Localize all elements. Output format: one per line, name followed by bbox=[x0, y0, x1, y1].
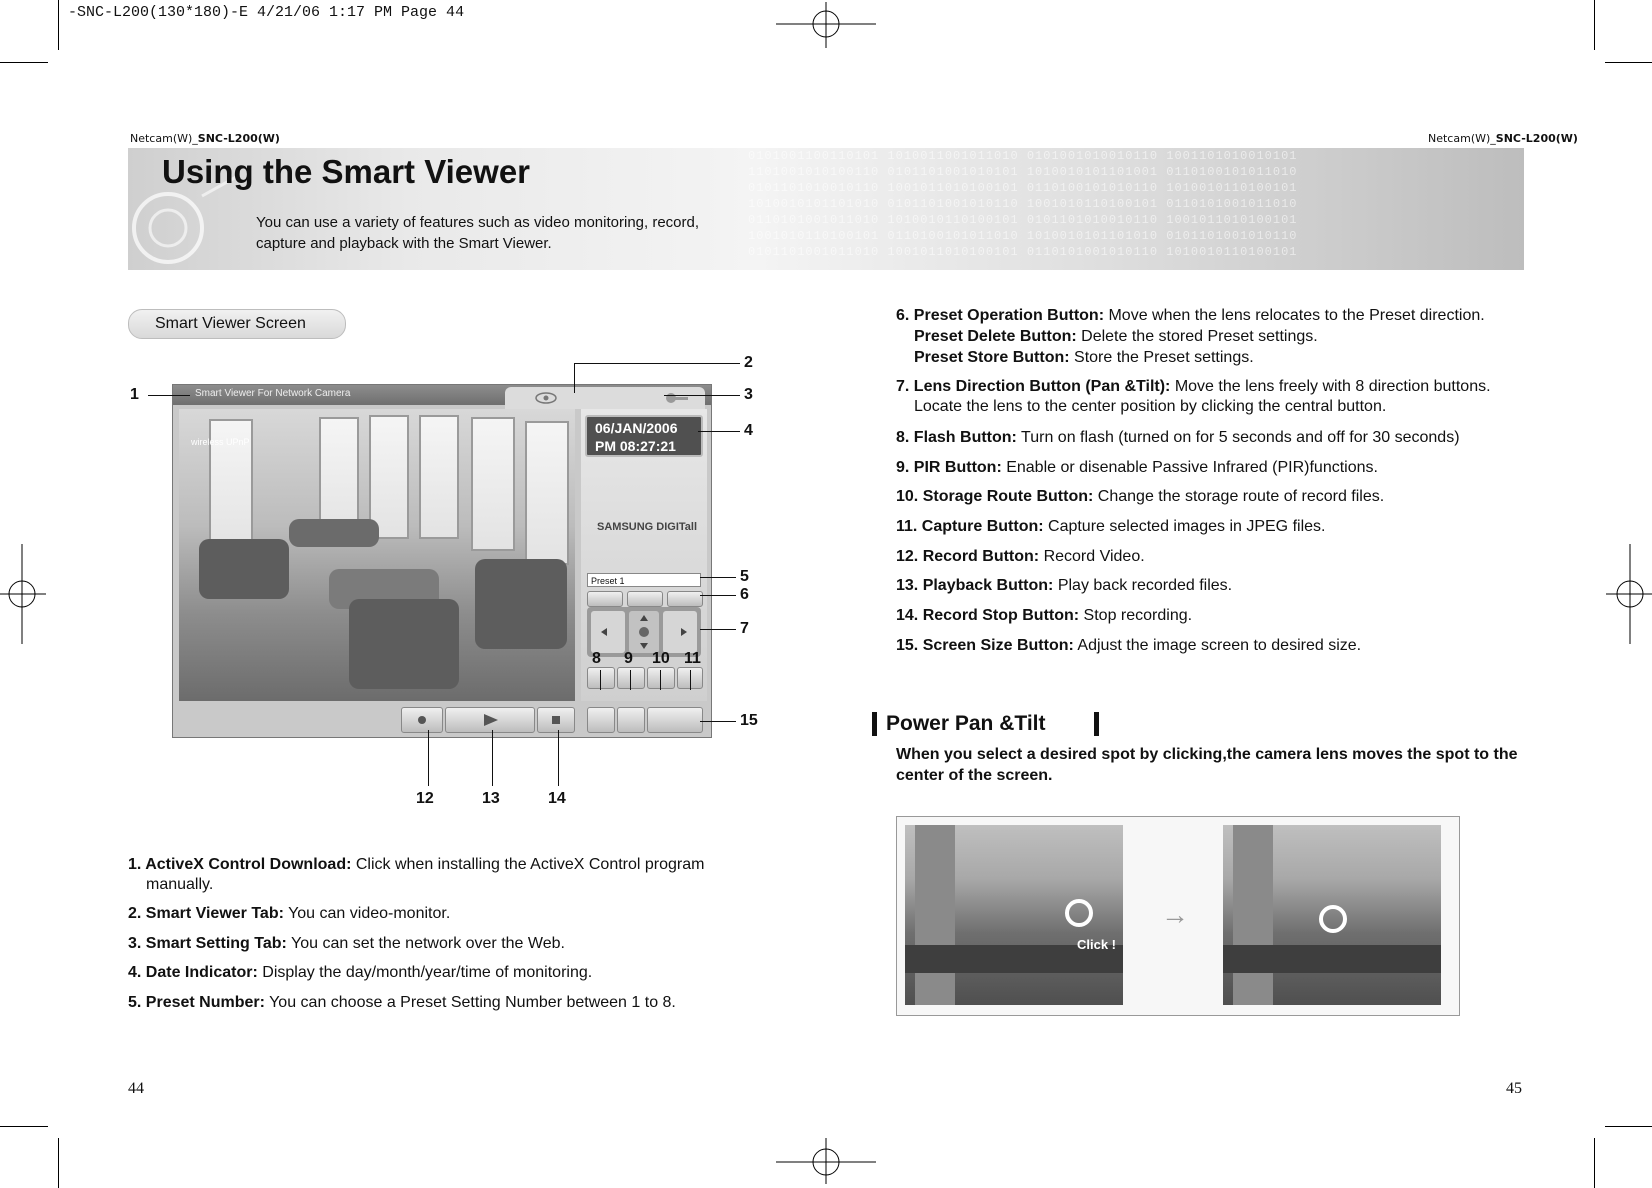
item-label: 7. Lens Direction Button (Pan &Tilt): bbox=[896, 378, 1171, 395]
viewer-title: Smart Viewer For Network Camera bbox=[195, 388, 351, 399]
item-label: 15. Screen Size Button: bbox=[896, 637, 1074, 654]
section-pill: Smart Viewer Screen bbox=[128, 309, 346, 339]
page-title: Using the Smart Viewer bbox=[162, 153, 531, 190]
callout-4: 4 bbox=[744, 422, 753, 439]
screen-size-button[interactable] bbox=[587, 707, 615, 733]
crop-mark bbox=[1594, 0, 1595, 50]
list-item bbox=[896, 547, 1145, 567]
leader-line bbox=[574, 363, 575, 393]
storage-route-button[interactable] bbox=[647, 667, 675, 689]
callout-11: 11 bbox=[684, 650, 701, 667]
registration-mark-bottom bbox=[776, 1138, 876, 1184]
item-text: You can choose a Preset Setting Number between 1 to 8. bbox=[264, 994, 676, 1011]
leader-line bbox=[664, 395, 740, 396]
power-pan-description: When you select a desired spot by clicking,the camera lens moves the spot to the center of the screen. bbox=[896, 746, 1518, 784]
item-label: 11. Capture Button: bbox=[896, 518, 1044, 535]
item-label: 2. Smart Viewer Tab: bbox=[128, 905, 284, 922]
callout-5: 5 bbox=[740, 568, 749, 585]
preset-select[interactable]: Preset 1 bbox=[587, 573, 701, 587]
crop-mark bbox=[0, 1126, 48, 1127]
item-text: Enable or disenable Passive Infrared (PIR)functions. bbox=[1001, 459, 1378, 476]
date-text: 06/JAN/2006 bbox=[595, 420, 678, 436]
leader-line bbox=[148, 395, 190, 396]
crop-mark bbox=[1605, 62, 1652, 63]
preset-delete-button[interactable] bbox=[627, 591, 663, 607]
eye-icon bbox=[535, 392, 557, 404]
running-head-left bbox=[130, 132, 280, 145]
registration-mark-top bbox=[776, 2, 876, 48]
crop-mark bbox=[1605, 1126, 1652, 1127]
item-text: Display the day/month/year/time of monitoring. bbox=[257, 964, 593, 981]
item-text: Play back recorded files. bbox=[1053, 577, 1233, 594]
heading-bar bbox=[1094, 712, 1099, 736]
registration-mark-right bbox=[1606, 544, 1652, 644]
item-label: 12. Record Button: bbox=[896, 548, 1040, 565]
subtitle-line: capture and playback with the Smart Viewer. bbox=[256, 235, 552, 252]
preset-operation-button[interactable] bbox=[587, 591, 623, 607]
item-label: 5. Preset Number: bbox=[128, 994, 265, 1011]
item-text-continued: Locate the lens to the center position by clicking the central button. bbox=[914, 398, 1387, 415]
samsung-brand-logo: SAMSUNG DIGITall bbox=[597, 521, 698, 533]
arrow-right-icon: → bbox=[1161, 899, 1189, 930]
item-label: 10. Storage Route Button: bbox=[896, 488, 1094, 505]
callout-10: 10 bbox=[652, 650, 670, 667]
running-head-model: SNC-L200(W) bbox=[1495, 132, 1578, 145]
leader-line bbox=[630, 670, 631, 690]
crop-mark bbox=[58, 0, 59, 50]
leader-line bbox=[700, 577, 736, 578]
list-item bbox=[128, 855, 768, 895]
item-text: Record Video. bbox=[1039, 548, 1145, 565]
page-number-right: 45 bbox=[1506, 1080, 1522, 1097]
list-item bbox=[896, 306, 1485, 326]
leader-line bbox=[700, 721, 736, 722]
print-slug: -SNC-L200(130*180)-E 4/21/06 1:17 PM Page 44 bbox=[68, 4, 465, 21]
crop-mark bbox=[58, 1138, 59, 1188]
running-head-right bbox=[1428, 132, 1578, 145]
item-label: 13. Playback Button: bbox=[896, 577, 1054, 594]
leader-line bbox=[698, 431, 740, 432]
leader-line bbox=[558, 730, 559, 786]
list-item bbox=[896, 377, 1546, 417]
crop-mark bbox=[0, 62, 48, 63]
record-stop-button[interactable] bbox=[537, 707, 575, 733]
play-icon bbox=[446, 708, 534, 732]
item-label: Preset Store Button: bbox=[914, 349, 1070, 366]
item-label: 9. PIR Button: bbox=[896, 459, 1002, 476]
centered-target-ring bbox=[1319, 905, 1347, 933]
page-number-left: 44 bbox=[128, 1080, 144, 1097]
list-item bbox=[896, 428, 1460, 448]
time-text: PM 08:27:21 bbox=[595, 438, 676, 454]
page-subtitle bbox=[256, 212, 776, 254]
leader-line bbox=[700, 595, 736, 596]
callout-13: 13 bbox=[482, 790, 500, 807]
item-label: 8. Flash Button: bbox=[896, 429, 1017, 446]
wireless-upnp-label: wireless UPnP bbox=[191, 437, 250, 447]
item-text: You can set the network over the Web. bbox=[286, 935, 565, 952]
record-icon bbox=[402, 708, 442, 732]
list-item bbox=[896, 576, 1232, 596]
list-item bbox=[128, 963, 592, 983]
item-label: 1. ActiveX Control Download: bbox=[128, 856, 352, 873]
preset-store-button[interactable] bbox=[667, 591, 703, 607]
list-item bbox=[128, 993, 676, 1013]
callout-2: 2 bbox=[744, 354, 753, 371]
click-target-ring bbox=[1065, 899, 1093, 927]
callout-7: 7 bbox=[740, 620, 749, 637]
list-item bbox=[914, 327, 1318, 347]
callout-3: 3 bbox=[744, 386, 753, 403]
item-label: 14. Record Stop Button: bbox=[896, 607, 1080, 624]
callout-1: 1 bbox=[130, 386, 139, 403]
banner-binary-texture: 0101001100110101 1010011001011010 0101001010010110 1001101010010101 1101001010100110 0101101001010101 1010010101101001 0110100101011010 0101101010010110 1001011010100101 0110100101010110 1010010110100101 1010010101101010 0101101001010110 1001010110100101 0110101001011010 0110101001011010 1010010110100101 0101101010010110 1001011010100101 1001010110100101 0110100101011010 1010010101101010 0101101001010110 0101101001011010 1001011010100101 0110101001010110 1010010110100101 bbox=[748, 149, 1298, 259]
running-head-product: Netcam(W)_ bbox=[1428, 132, 1496, 145]
leader-line bbox=[600, 670, 601, 690]
key-icon bbox=[665, 392, 689, 404]
screen-size-button[interactable] bbox=[617, 707, 645, 733]
crop-mark bbox=[1594, 1138, 1595, 1188]
leader-line bbox=[492, 730, 493, 786]
item-text: Move when the lens relocates to the Preset direction. bbox=[1104, 307, 1485, 324]
leader-line bbox=[660, 670, 661, 690]
list-item bbox=[896, 517, 1325, 537]
item-text: Adjust the image screen to desired size. bbox=[1073, 637, 1362, 654]
item-text: Change the storage route of record files. bbox=[1093, 488, 1385, 505]
item-text: Store the Preset settings. bbox=[1069, 349, 1254, 366]
stop-icon bbox=[538, 708, 574, 732]
leader-line bbox=[690, 670, 691, 690]
list-item bbox=[914, 348, 1254, 368]
running-head-product: Netcam(W)_ bbox=[130, 132, 198, 145]
callout-9: 9 bbox=[624, 650, 633, 667]
item-text: You can video-monitor. bbox=[283, 905, 451, 922]
smart-viewer-screenshot bbox=[172, 384, 712, 738]
date-indicator bbox=[585, 415, 703, 457]
running-head-model: SNC-L200(W) bbox=[197, 132, 280, 145]
after-click-photo bbox=[1223, 825, 1441, 1005]
video-feed bbox=[179, 409, 575, 701]
item-text: Delete the stored Preset settings. bbox=[1076, 328, 1318, 345]
item-label: 4. Date Indicator: bbox=[128, 964, 258, 981]
subtitle-line: You can use a variety of features such as video monitoring, record, bbox=[256, 214, 700, 231]
list-item bbox=[128, 904, 450, 924]
callout-14: 14 bbox=[548, 790, 566, 807]
screen-size-button[interactable] bbox=[647, 707, 703, 733]
item-text-continued: manually. bbox=[146, 876, 214, 893]
item-label: 6. Preset Operation Button: bbox=[896, 307, 1105, 324]
playback-button[interactable] bbox=[445, 707, 535, 733]
item-text: Move the lens freely with 8 direction buttons. bbox=[1170, 378, 1491, 395]
power-pan-illustration bbox=[896, 816, 1460, 1016]
item-label: Preset Delete Button: bbox=[914, 328, 1077, 345]
callout-12: 12 bbox=[416, 790, 434, 807]
viewer-tab-area bbox=[505, 387, 705, 409]
callout-6: 6 bbox=[740, 586, 749, 603]
before-click-photo bbox=[905, 825, 1123, 1005]
item-text: Capture selected images in JPEG files. bbox=[1043, 518, 1326, 535]
item-text: Stop recording. bbox=[1079, 607, 1193, 624]
list-item bbox=[896, 606, 1192, 626]
item-text: Turn on flash (turned on for 5 seconds and off for 30 seconds) bbox=[1016, 429, 1460, 446]
callout-15: 15 bbox=[740, 712, 758, 729]
list-item bbox=[896, 487, 1384, 507]
pir-button[interactable] bbox=[617, 667, 645, 689]
click-label: Click ! bbox=[1077, 937, 1117, 952]
leader-line bbox=[574, 363, 740, 364]
list-item bbox=[896, 458, 1378, 478]
item-label: 3. Smart Setting Tab: bbox=[128, 935, 287, 952]
list-item bbox=[896, 636, 1361, 656]
leader-line bbox=[428, 730, 429, 786]
list-item bbox=[128, 934, 565, 954]
leader-line bbox=[700, 629, 736, 630]
record-button[interactable] bbox=[401, 707, 443, 733]
item-text: Click when installing the ActiveX Control program bbox=[351, 856, 705, 873]
flash-button[interactable] bbox=[587, 667, 615, 689]
callout-8: 8 bbox=[592, 650, 601, 667]
power-pan-heading: Power Pan &Tilt bbox=[886, 712, 1046, 735]
registration-mark-left bbox=[0, 544, 46, 644]
heading-bar bbox=[872, 712, 877, 736]
